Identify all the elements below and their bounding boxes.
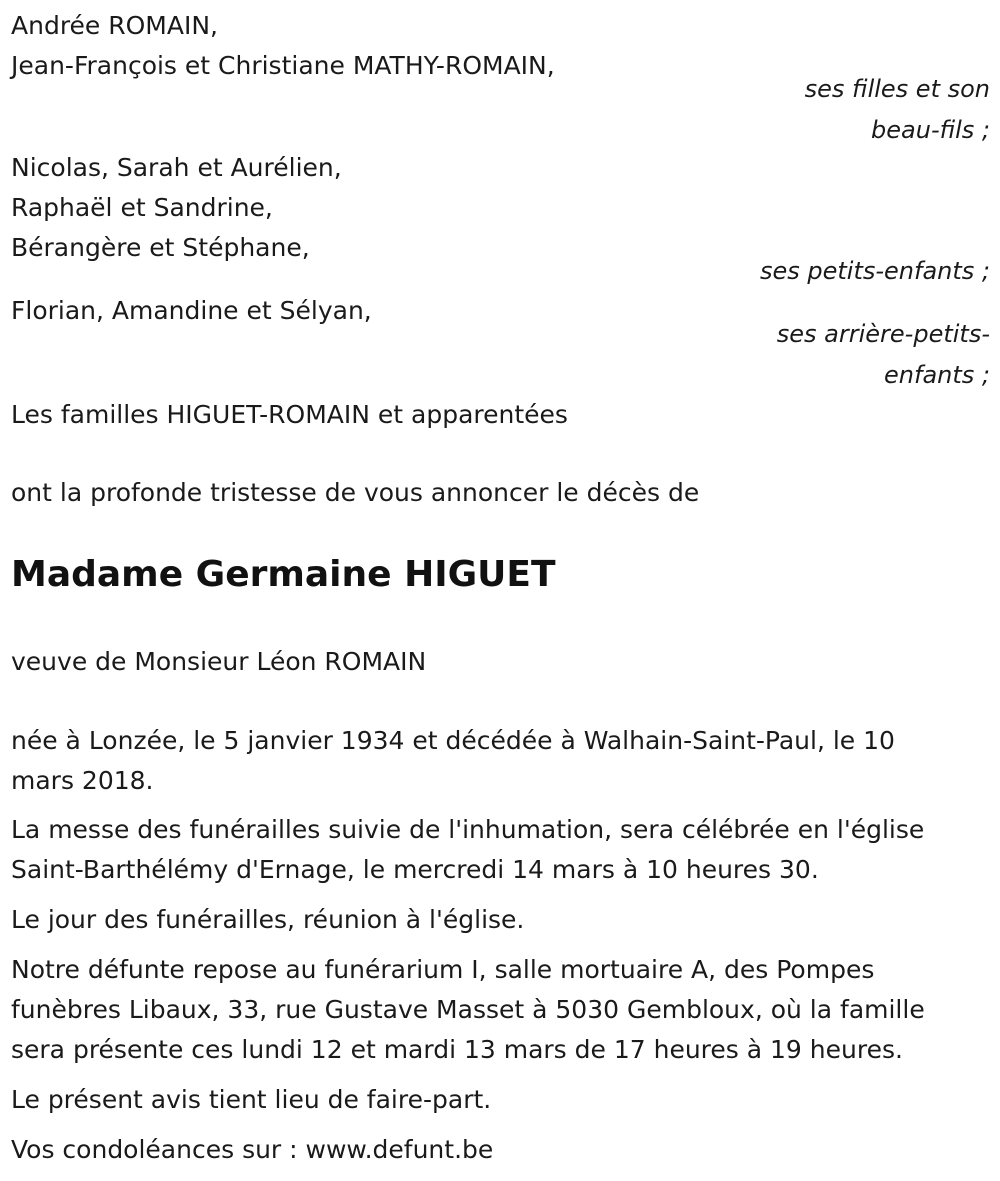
rest-line-1: Notre défunte repose au funérarium I, salle mortuaire A, des Pompes	[11, 955, 875, 984]
mass-line-2: Saint-Barthélémy d'Ernage, le mercredi 14 mars à 10 heures 30.	[11, 855, 819, 884]
great-grandchildren-role-line-1: ses arrière-petits-	[776, 320, 990, 348]
children-role-line-1: ses filles et son	[804, 75, 990, 103]
grandchild-2: Raphaël et Sandrine,	[11, 193, 273, 222]
meeting-line: Le jour des funérailles, réunion à l'église.	[11, 905, 525, 934]
birth-death-line-1: née à Lonzée, le 5 janvier 1934 et décédée à Walhain-Saint-Paul, le 10	[11, 726, 895, 755]
rest-line-2: funèbres Libaux, 33, rue Gustave Masset à 5030 Gembloux, où la famille	[11, 995, 925, 1024]
families-line: Les familles HIGUET-ROMAIN et apparentées	[11, 400, 568, 429]
family-child-1: Andrée ROMAIN,	[11, 11, 218, 40]
great-grandchildren-role-line-2: enfants ;	[884, 361, 990, 389]
condolences-line: Vos condoléances sur : www.defunt.be	[11, 1135, 494, 1164]
grandchild-3: Bérangère et Stéphane,	[11, 233, 310, 262]
widow-of: veuve de Monsieur Léon ROMAIN	[11, 647, 427, 676]
great-grandchildren: Florian, Amandine et Sélyan,	[11, 296, 372, 325]
mass-line-1: La messe des funérailles suivie de l'inhumation, sera célébrée en l'église	[11, 815, 925, 844]
rest-line-3: sera présente ces lundi 12 et mardi 13 mars de 17 heures à 19 heures.	[11, 1035, 903, 1064]
deceased-name: Madame Germaine HIGUET	[11, 554, 556, 595]
children-role-line-2: beau-fils ;	[871, 116, 990, 144]
grandchild-1: Nicolas, Sarah et Aurélien,	[11, 153, 342, 182]
notice-line: Le présent avis tient lieu de faire-part.	[11, 1085, 492, 1114]
family-child-2: Jean-François et Christiane MATHY-ROMAIN,	[11, 51, 555, 80]
birth-death-line-2: mars 2018.	[11, 766, 154, 795]
announcement: ont la profonde tristesse de vous annoncer le décès de	[11, 478, 700, 507]
grandchildren-role: ses petits-enfants ;	[759, 257, 990, 285]
